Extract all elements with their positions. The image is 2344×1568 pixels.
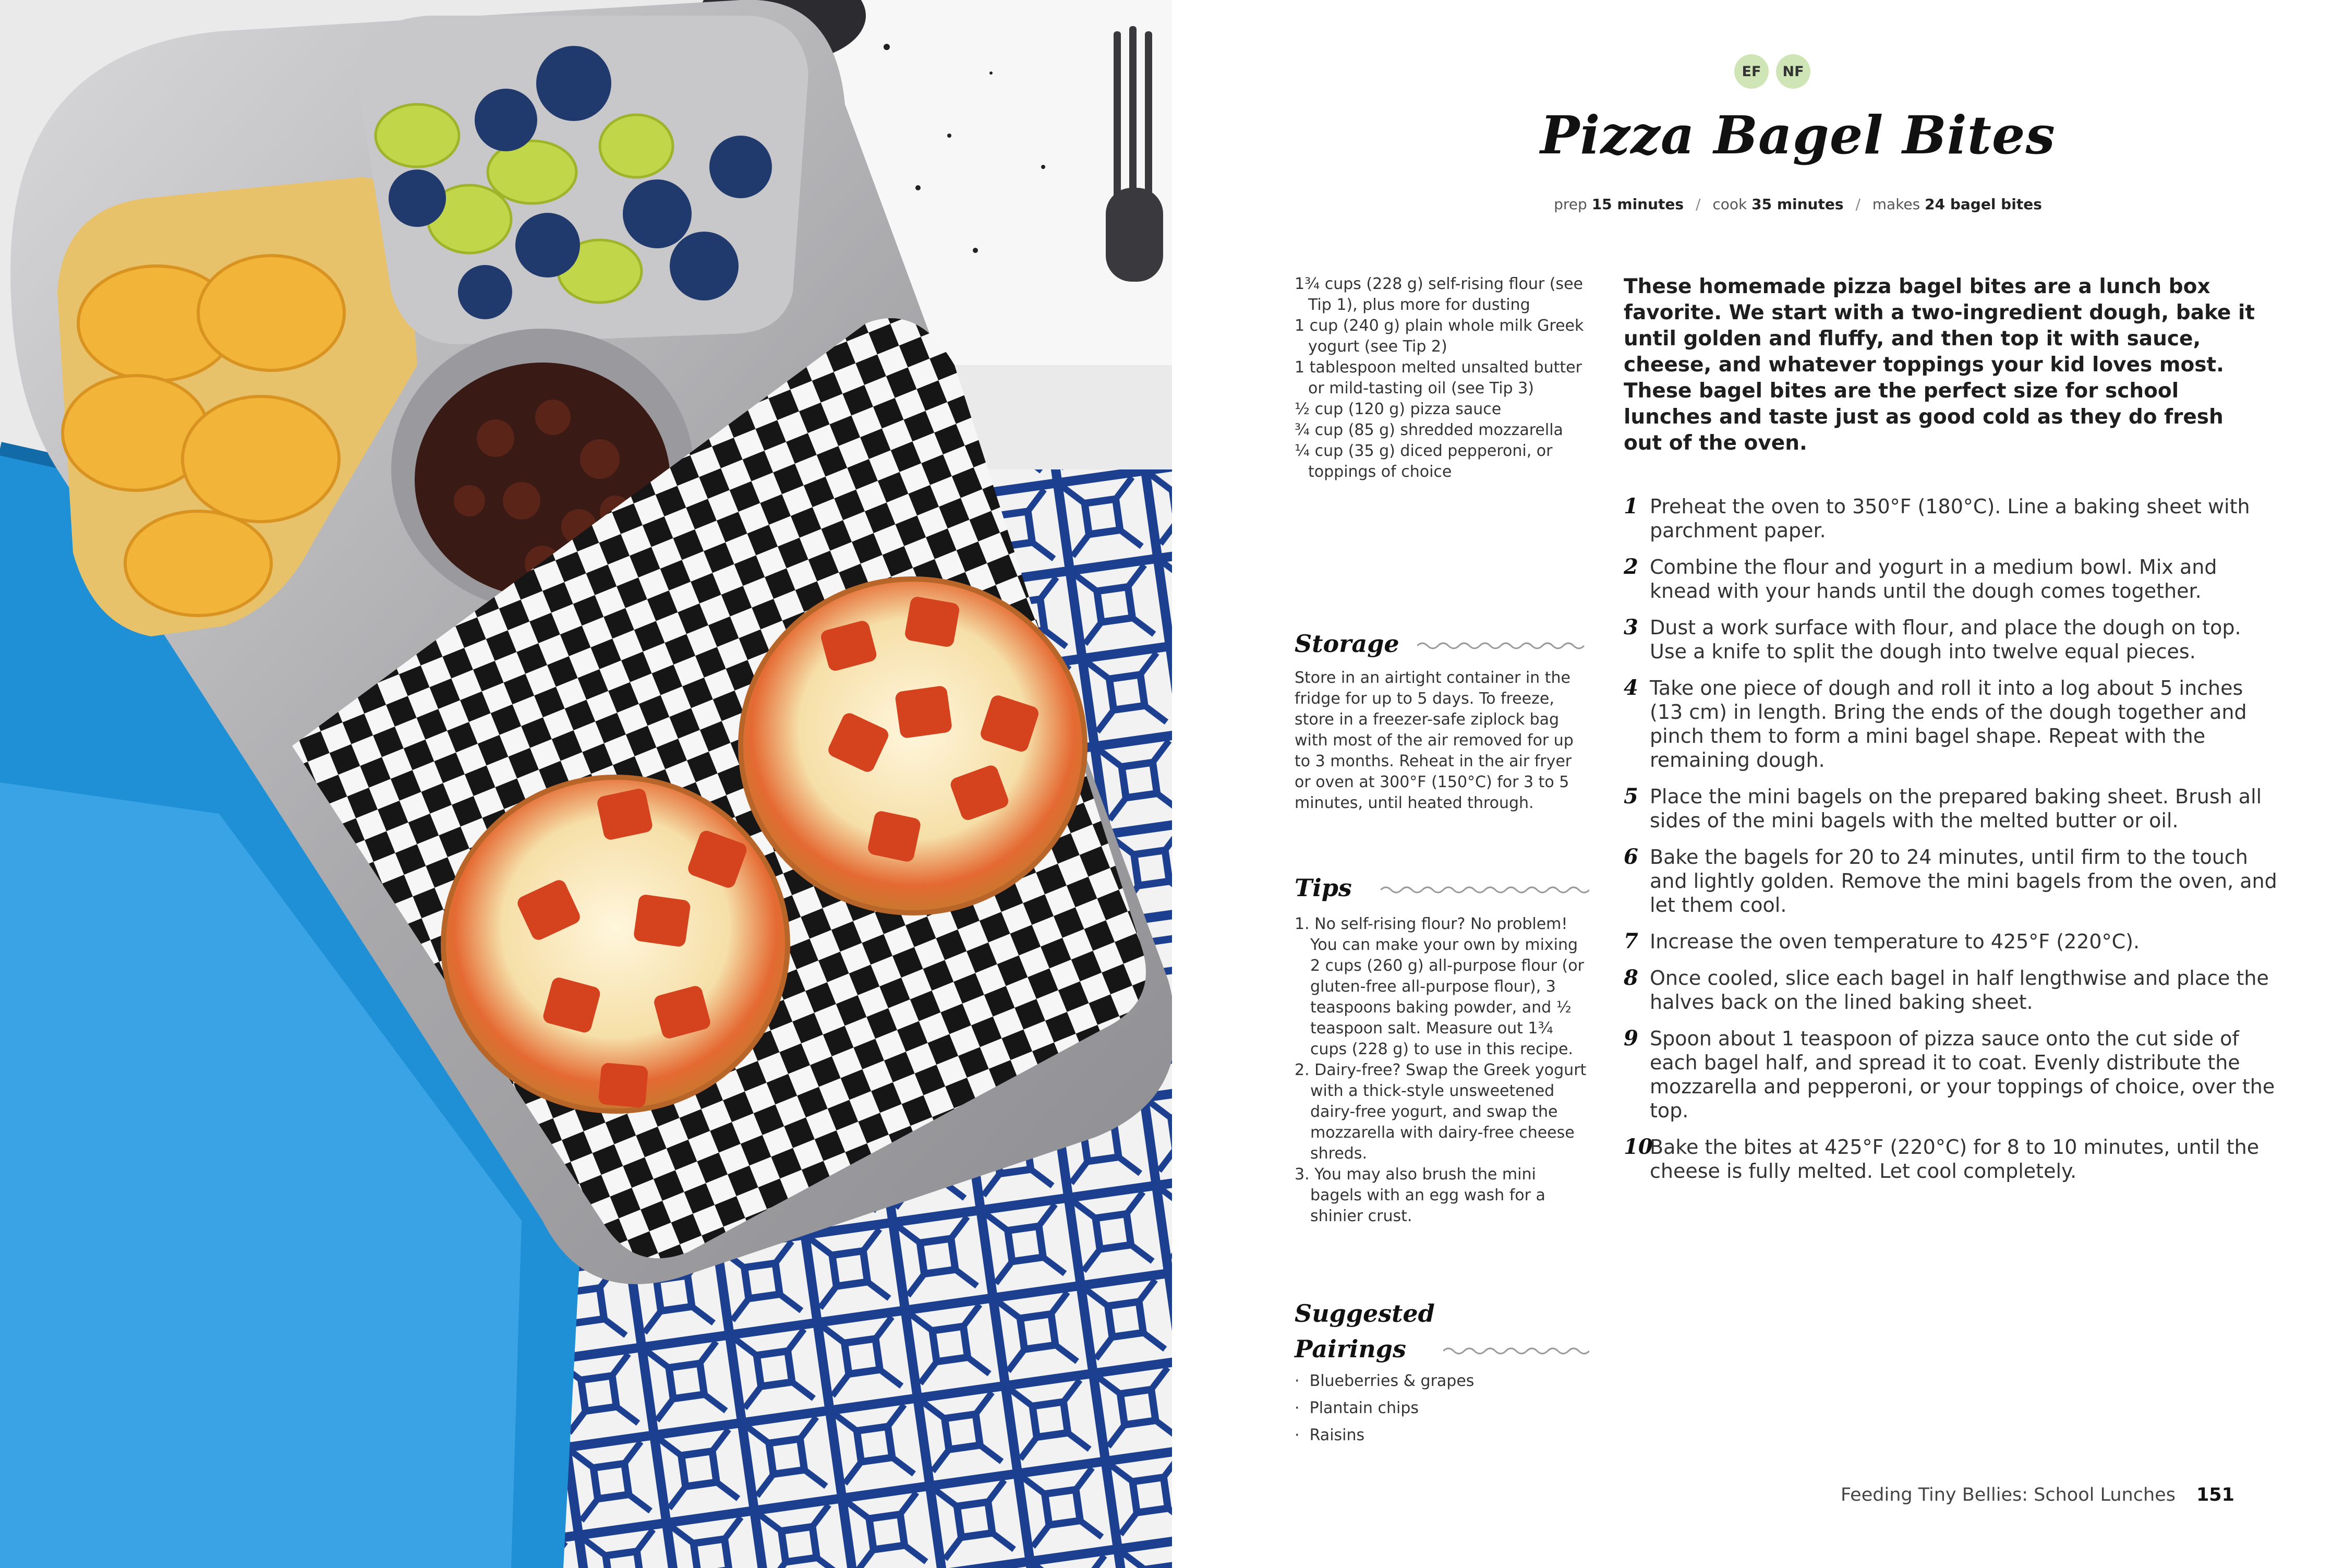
pairings-list [1295,1368,1587,1449]
step-item [1624,555,2281,603]
step-number: 4 [1624,676,1638,700]
bullet: · [1295,1399,1300,1417]
pairing-label: Plantain chips [1309,1399,1419,1417]
makes-label: makes [1872,196,1920,213]
storage-heading: Storage [1295,630,1399,658]
step-item [1624,676,2281,772]
badge-nut-free: NF [1776,54,1810,89]
diet-badges [1734,54,1810,89]
step-number: 1 [1624,494,1638,518]
tip-item: 3. You may also brush the mini bagels with an egg wash for a shinier crust. [1295,1165,1545,1225]
pairing-item [1295,1422,1587,1449]
wave-divider [1417,641,1589,651]
prep-label: prep [1554,196,1587,213]
step-text: Once cooled, slice each bagel in half lengthwise and place the halves back on the lined baking sheet. [1650,967,2269,1014]
tips-list [1295,914,1587,1227]
pizza-bagel-2 [443,777,788,1111]
ingredient-item: ¼ cup (35 g) diced pepperoni, or toppings of choice [1295,442,1553,481]
step-number: 6 [1624,845,1638,869]
step-text: Take one piece of dough and roll it into a log about 5 inches (13 cm) in length. Bring the ends of the dough together and pinch them to form a mini bagel shape. Repeat with the remaining dough. [1650,677,2247,771]
step-text: Increase the oven temperature to 425°F (220°C). [1650,930,2140,953]
ingredient-item: 1¾ cups (228 g) self-rising flour (see Tip 1), plus more for dusting [1295,275,1583,314]
pizza-bagel-1 [741,579,1085,913]
step-item [1624,1027,2281,1123]
step-number: 2 [1624,554,1638,579]
ingredient-item: 1 cup (240 g) plain whole milk Greek yogurt (see Tip 2) [1295,317,1584,356]
meta-separator: / [1696,196,1701,213]
step-number: 3 [1624,615,1638,640]
wave-divider [1381,885,1589,895]
step-number: 5 [1624,784,1638,809]
step-text: Spoon about 1 teaspoon of pizza sauce onto the cut side of each bagel half, and spread it to coat. Evenly distribute the mozzarella and pepperoni, or your toppings of choice, over the top. [1650,1027,2275,1122]
pairings-heading-line1: Suggested [1295,1299,1435,1328]
tips-heading: Tips [1295,874,1352,902]
footer-section: Feeding Tiny Bellies: School Lunches [1840,1485,2176,1505]
step-number: 10 [1624,1135,1653,1159]
step-item [1624,1135,2281,1183]
recipe-intro: These homemade pizza bagel bites are a lunch box favorite. We start with a two-ingredient dough, bake it until golden and fluffy, and then top it with sauce, cheese, and whatever toppings your kid loves most. These bagel bites are the perfect size for school lunches and taste just as good cold as they do fresh out of the oven. [1624,275,2255,455]
step-item [1624,494,2281,542]
pairing-label: Blueberries & grapes [1309,1372,1475,1390]
step-item [1624,845,2281,917]
tip-item: 1. No self-rising flour? No problem! You can make your own by mixing 2 cups (260 g) all-purpose flour (or gluten-free all-purpose flour), 3 teaspoons baking powder, and ½ teaspoon salt. Measure out 1¾ cups (228 g) to use in this recipe. [1295,915,1584,1058]
step-text: Combine the flour and yogurt in a medium bowl. Mix and knead with your hands until the dough comes together. [1650,556,2217,602]
step-text: Dust a work surface with flour, and place the dough on top. Use a knife to split the dough into twelve equal pieces. [1650,616,2241,663]
meta-separator: / [1855,196,1860,213]
prep-value: 15 minutes [1591,196,1684,213]
pairings-heading-line2: Pairings [1295,1335,1406,1363]
tip-item: 2. Dairy-free? Swap the Greek yogurt with a thick-style unsweetened dairy-free yogurt, and swap the mozzarella with dairy-free cheese shreds. [1295,1061,1587,1163]
cook-value: 35 minutes [1751,196,1844,213]
page-footer [1841,1485,2234,1505]
step-item [1624,966,2281,1014]
badge-egg-free: EF [1734,54,1769,89]
pairing-item [1295,1368,1587,1395]
cook-label: cook [1712,196,1747,213]
makes-value: 24 bagel bites [1925,196,2042,213]
step-text: Preheat the oven to 350°F (180°C). Line a baking sheet with parchment paper. [1650,495,2250,542]
ingredient-item: ½ cup (120 g) pizza sauce [1295,400,1502,418]
step-item [1624,930,2281,954]
step-text: Place the mini bagels on the prepared baking sheet. Brush all sides of the mini bagels with the melted butter or oil. [1650,785,2262,832]
step-text: Bake the bites at 425°F (220°C) for 8 to 10 minutes, until the cheese is fully melted. Let cool completely. [1650,1136,2260,1183]
ingredient-item: 1 tablespoon melted unsalted butter or mild-tasting oil (see Tip 3) [1295,358,1582,397]
ingredient-item: ¾ cup (85 g) shredded mozzarella [1295,421,1563,439]
step-number: 7 [1624,929,1638,954]
recipe-meta [1433,196,2163,213]
storage-text: Store in an airtight container in the fridge for up to 5 days. To freeze, store in a freezer-safe ziplock bag with most of the air removed for up to 3 months. Reheat in the air fryer or oven at 300°F (150°C) for 3 to 5 minutes, until heated through. [1295,669,1574,812]
ingredients-list [1295,274,1587,483]
pairing-label: Raisins [1309,1426,1365,1444]
page-number: 151 [2196,1485,2234,1505]
step-item [1624,785,2281,833]
step-number: 9 [1624,1026,1638,1051]
step-number: 8 [1624,966,1638,990]
steps-list [1624,494,2281,1196]
pairing-item [1295,1395,1587,1422]
step-text: Bake the bagels for 20 to 24 minutes, until firm to the touch and lightly golden. Remove the mini bagels from the oven, and let them cool. [1650,846,2277,916]
recipe-title: Pizza Bagel Bites [1540,104,2056,166]
wave-divider [1443,1346,1589,1356]
step-item [1624,616,2281,664]
bullet: · [1295,1372,1300,1390]
recipe-page [1172,0,2344,1568]
bullet: · [1295,1426,1300,1444]
